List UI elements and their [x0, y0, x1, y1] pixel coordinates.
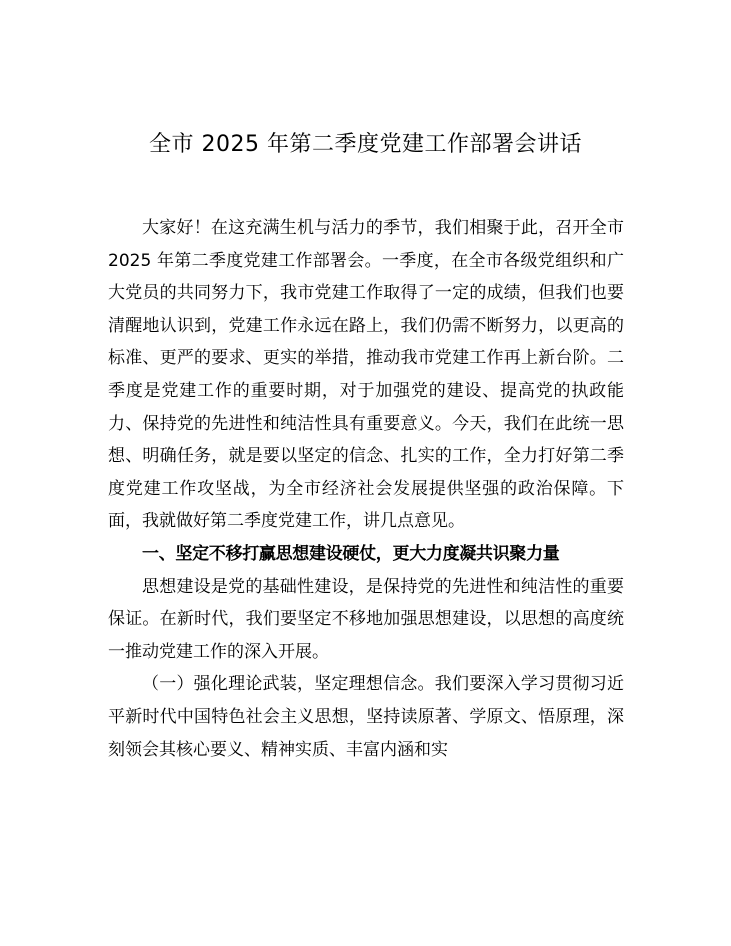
- document-body: [108, 212, 624, 766]
- section-heading: 一、坚定不移打赢思想建设硬仗，更大力度凝共识聚力量: [142, 543, 560, 564]
- subsection-paragraph: （一）强化理论武装，坚定理想信念。我们要深入学习贯彻习近平新时代中国特色社会主义思想，坚持读原著、学原文、悟原理，深刻领会其核心要义、精神实质、丰富内涵和实: [108, 674, 624, 760]
- document-title: 全市 2025 年第二季度党建工作部署会讲话: [149, 132, 582, 157]
- intro-paragraph: 大家好！在这充满生机与活力的季节，我们相聚于此，召开全市 2025 年第二季度党建工作部署会。一季度，在全市各级党组织和广大党员的共同努力下，我市党建工作取得了一定的成绩，但我们也要清醒地认识到，党建工作永远在路上，我们仍需不断努力，以更高的标准、更严的要求、更实的举措，推动我市党建工作再上新台阶。二季度是党建工作的重要时期，对于加强党的建设、提高党的执政能力、保持党的先进性和纯洁性具有重要意义。今天，我们在此统一思想、明确任务，就是要以坚定的信念、扎实的工作，全力打好第二季度党建工作攻坚战，为全市经济社会发展提供坚强的政治保障。下面，我就做好第二季度党建工作，讲几点意见。: [108, 218, 624, 532]
- section-paragraph: 思想建设是党的基础性建设，是保持党的先进性和纯洁性的重要保证。在新时代，我们要坚定不移地加强思想建设，以思想的高度统一推动党建工作的深入开展。: [108, 576, 624, 662]
